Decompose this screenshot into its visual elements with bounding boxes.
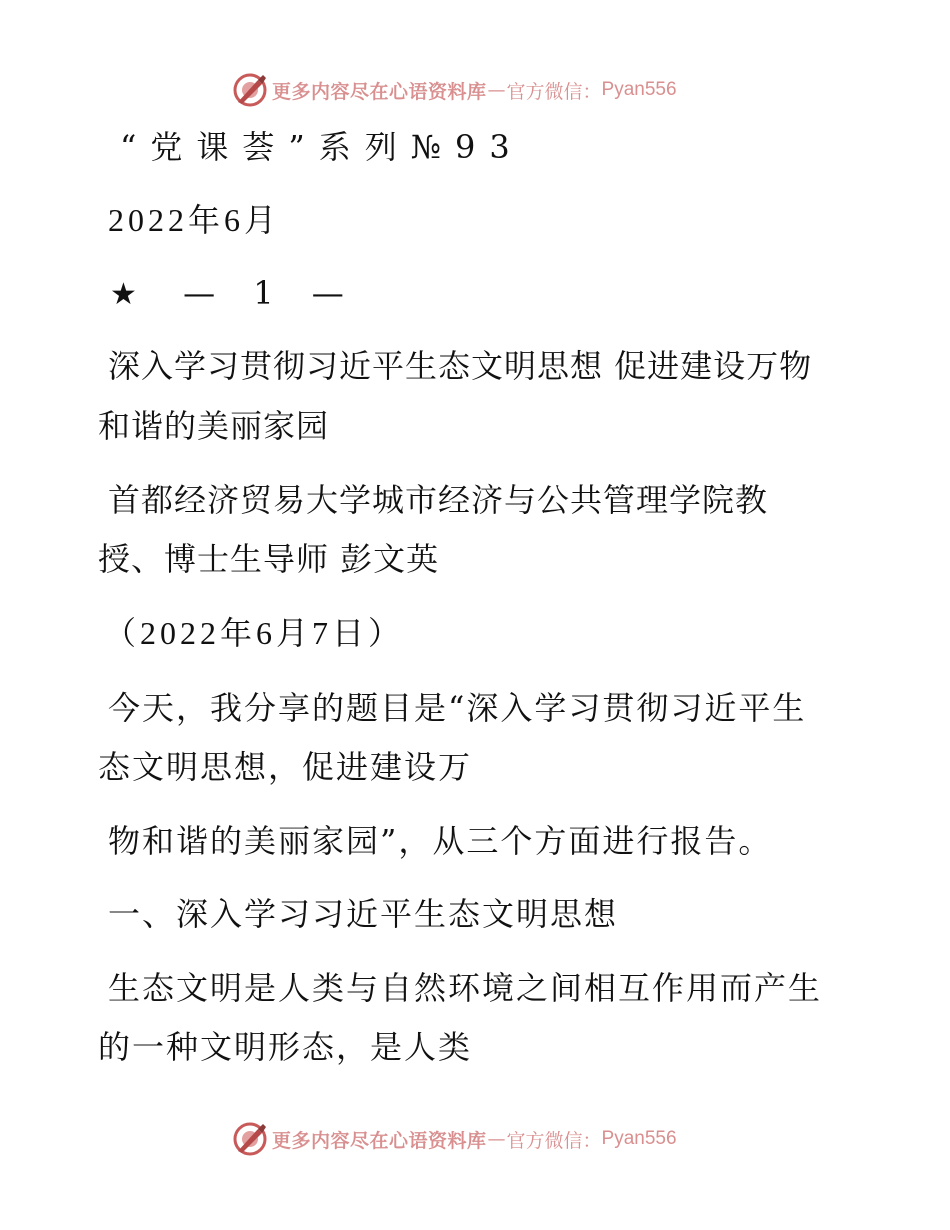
para3-line-1 xyxy=(0,968,950,1008)
para1-text-2: 态文明思想，促进建设万 xyxy=(98,748,473,786)
title-text-1: 深入学习贯彻习近平生态文明思想 促进建设万物 xyxy=(108,347,813,385)
para1-text-1: 今天，我分享的题目是“深入学习贯彻习近平生 xyxy=(108,689,807,727)
lecture-date-line xyxy=(0,613,950,653)
watermark-dash: — xyxy=(487,1128,506,1150)
para2-text-1: 物和谐的美丽家园”，从三个方面进行报告。 xyxy=(108,822,773,860)
title-line-1 xyxy=(0,346,950,386)
watermark-wechat-id: Pyan556 xyxy=(601,1128,677,1149)
series-text: “党课荟”系列№93 xyxy=(120,128,524,166)
author-line-1 xyxy=(0,480,950,520)
watermark-site-text: 更多内容尽在心语资料库 xyxy=(272,80,487,103)
lecture-date-text: （2022年6月7日） xyxy=(104,615,405,651)
watermark-wechat-id: Pyan556 xyxy=(601,79,677,100)
heading-1: 一、深入学习习近平生态文明思想 xyxy=(108,895,619,933)
date-line xyxy=(0,200,950,240)
watermark-wechat-label: 官方微信： xyxy=(506,1129,602,1152)
para3-line-2 xyxy=(0,1027,950,1067)
watermark-dash: — xyxy=(487,79,506,101)
page-marker: — 1 — xyxy=(183,274,358,312)
watermark-banner-top xyxy=(232,70,712,110)
author-line-2 xyxy=(0,539,950,579)
para3-text-2: 的一种文明形态，是人类 xyxy=(98,1028,473,1066)
pen-logo-icon xyxy=(232,1121,268,1157)
heading-1-line xyxy=(0,894,950,934)
date-text: 2022年6月 xyxy=(108,202,281,238)
author-text-2: 授、博士生导师 彭文英 xyxy=(98,540,440,578)
title-text-2: 和谐的美丽家园 xyxy=(98,407,330,445)
pen-logo-icon xyxy=(232,72,268,108)
para1-line-2 xyxy=(0,747,950,787)
author-text-1: 首都经济贸易大学城市经济与公共管理学院教 xyxy=(108,481,769,519)
series-line xyxy=(0,127,950,167)
star-icon: ★ xyxy=(110,277,137,312)
watermark-wechat-label: 官方微信： xyxy=(506,80,602,103)
page-marker-line xyxy=(0,273,950,313)
para1-line-1 xyxy=(0,688,950,728)
para3-text-1: 生态文明是人类与自然环境之间相互作用而产生 xyxy=(108,969,823,1007)
para2-line-1 xyxy=(0,821,950,861)
title-line-2 xyxy=(0,406,950,446)
watermark-banner-bottom xyxy=(232,1119,712,1159)
watermark-site-text: 更多内容尽在心语资料库 xyxy=(272,1129,487,1152)
